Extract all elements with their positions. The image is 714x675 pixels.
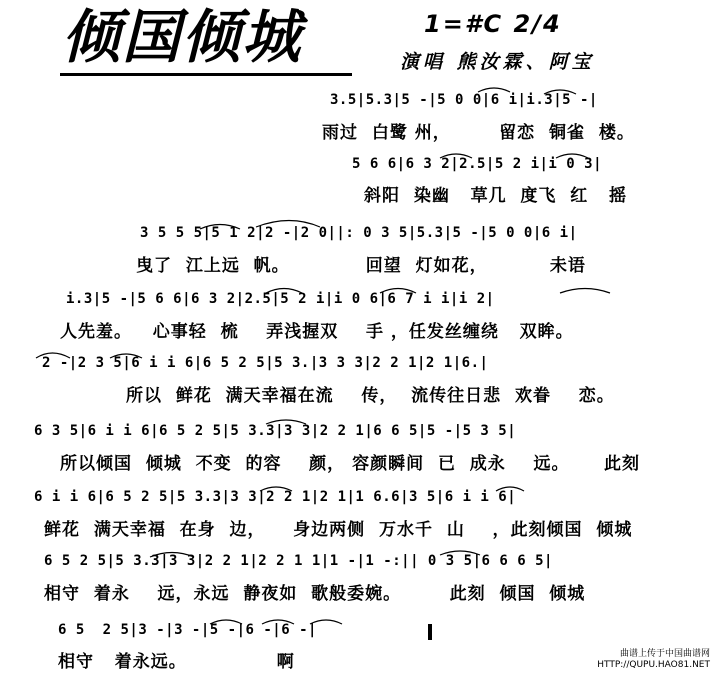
notation-line-6: 6 3 5|6 i i 6|6 5 2 5|5 3.3|3 3|2 2 1|6 6 5|5 -|5 3 5| — [34, 423, 517, 439]
key-signature: 1=#C 2/4 — [424, 10, 562, 38]
lyrics-line-9: 相守 着永远。 啊 — [58, 652, 295, 672]
title-underline — [60, 73, 352, 76]
notation-line-7: 6 i i 6|6 5 2 5|5 3.3|3 3|2 2 1|2 1|1 6.6|3 5|6 i i 6| — [34, 489, 517, 505]
notation-line-4: i.3|5 -|5 6 6|6 3 2|2.5|5 2 i|i 0 6|6 7 i i|i 2| — [66, 291, 495, 307]
notation-line-8: 6 5 2 5|5 3.3|3 3|2 2 1|2 2 1 1|1 -|1 -:|| 0 3 5|6 6 6 5| — [44, 553, 553, 569]
lyrics-line-8: 相守 着永 远，永远 静夜如 歌般委婉。 此刻 倾国 倾城 — [44, 584, 586, 604]
lyrics-line-2: 斜阳 染幽 草几 度飞 红 摇 — [364, 186, 628, 206]
notation-line-1: 3.5|5.3|5 -|5 0 0|6 i|i.3|5 -| — [330, 92, 598, 108]
lyrics-line-6: 所以倾国 倾城 不变 的容 颜， 容颜瞬间 已 成永 远。 此刻 — [60, 454, 641, 474]
notation-line-3: 3 5 5 5|5 1 2|2 -|2 0||: 0 3 5|5.3|5 -|5 0 0|6 i| — [140, 225, 578, 241]
notation-line-9: 6 5 2 5|3 -|3 -|5 -|6 -|6 -| — [58, 622, 317, 638]
singers-credit: 演唱 熊汝霖、阿宝 — [400, 51, 595, 73]
lyrics-line-3: 曳了 江上远 帆。 回望 灯如花， 未语 — [136, 256, 586, 276]
song-title: 倾国倾城 — [62, 3, 303, 71]
source-watermark — [597, 649, 710, 671]
lyrics-line-4: 人先羞。 心事轻 梳 弄浅握双 手 ，任发丝缠绕 双眸。 — [60, 322, 574, 342]
final-barline — [428, 624, 432, 640]
watermark-line-1: 曲谱上传于中国曲谱网 — [619, 649, 710, 659]
notation-line-2: 5 6 6|6 3 2|2.5|5 2 i|i 0 3| — [352, 156, 603, 172]
lyrics-line-7: 鲜花 满天幸福 在身 边， 身边两侧 万水千 山 ，此刻倾国 倾城 — [44, 520, 633, 540]
watermark-line-2: HTTP://QUPU.HAO81.NET — [597, 660, 710, 670]
notation-line-5: 2 -|2 3 5|6 i i 6|6 5 2 5|5 3.|3 3 3|2 2 1|2 1|6.| — [42, 355, 489, 371]
lyrics-line-5: 所以 鲜花 满天幸福在流 传， 流传往日悲 欢眷 恋。 — [126, 386, 615, 406]
lyrics-line-1: 雨过 白鹭 州， 留恋 铜雀 楼。 — [322, 123, 635, 143]
